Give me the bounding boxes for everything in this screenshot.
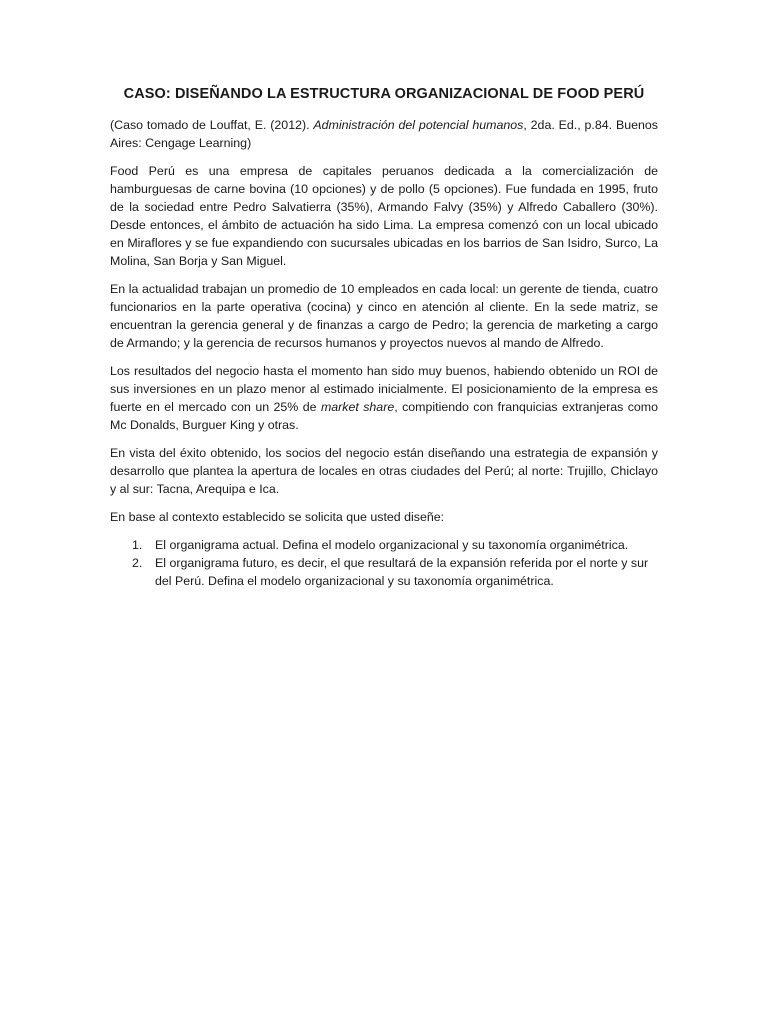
document-body [110,86,658,590]
list-item-number: 2. [132,556,143,570]
paragraph-request: En base al contexto establecido se solicita que usted diseñe: [110,510,445,524]
paragraph-business-results [110,362,658,434]
list-item-text: El organigrama actual. Defina el modelo organizacional y su taxonomía organimétrica. [155,538,629,552]
paragraph-company-background: Food Perú es una empresa de capitales peruanos dedicada a la comercialización de hamburguesas de carne bovina (10 opciones) y de pollo (5 opciones). Fue fundada en 1995, fruto de la sociedad entre Pedro Salvatierra (35%), Armando Falvy (35%) y Alfredo Caballero (30%). Desde entonces, el ámbito de actuación ha sido Lima. La empresa comenzó con un local ubicado en Miraflores y se fue expandiendo con sucursales ubicadas en los barrios de San Isidro, Surco, La Molina, San Borja y San Miguel. [110,164,658,268]
list-item-text: El organigrama futuro, es decir, el que resultará de la expansión referida por el norte y sur del Perú. Defina el modelo organizacional y su taxonomía organimétrica. [155,556,649,588]
list-item-number: 1. [132,538,143,552]
document-title: CASO: DISEÑANDO LA ESTRUCTURA ORGANIZACIONAL DE FOOD PERÚ [123,86,645,102]
list-item [110,554,658,590]
task-list [110,536,658,590]
results-text-before: Los resultados del negocio hasta el momento han sido muy buenos, habiendo obtenido un ROI de sus inversiones en un plazo menor al estimado inicialmente. El posicionamiento de la empresa es fuerte en el mercado con un 25% de [110,364,658,414]
citation-text-before: (Caso tomado de Louffat, E. (2012). [110,118,314,132]
results-emphasis: market share [320,400,395,414]
results-text-after: , compitiendo con franquicias extranjeras como Mc Donalds, Burguer King y otras. [110,400,659,432]
citation-paragraph [110,116,658,152]
paragraph-staff-structure: En la actualidad trabajan un promedio de 10 empleados en cada local: un gerente de tienda, cuatro funcionarios en la parte operativa (cocina) y cinco en atención al cliente. En la sede matriz, se encuentran la gerencia general y de finanzas a cargo de Pedro; la gerencia de marketing a cargo de Armando; y la gerencia de recursos humanos y proyectos nuevos al mando de Alfredo. [110,282,658,350]
citation-text-after: , 2da. Ed., p.84. Buenos Aires: Cengage Learning) [110,118,658,150]
list-item [110,536,658,554]
citation-book-title: Administración del potencial humanos [313,118,524,132]
paragraph-expansion-strategy: En vista del éxito obtenido, los socios del negocio están diseñando una estrategia de expansión y desarrollo que plantea la apertura de locales en otras ciudades del Perú; al norte: Trujillo, Chiclayo y al sur: Tacna, Arequipa e Ica. [110,446,658,496]
